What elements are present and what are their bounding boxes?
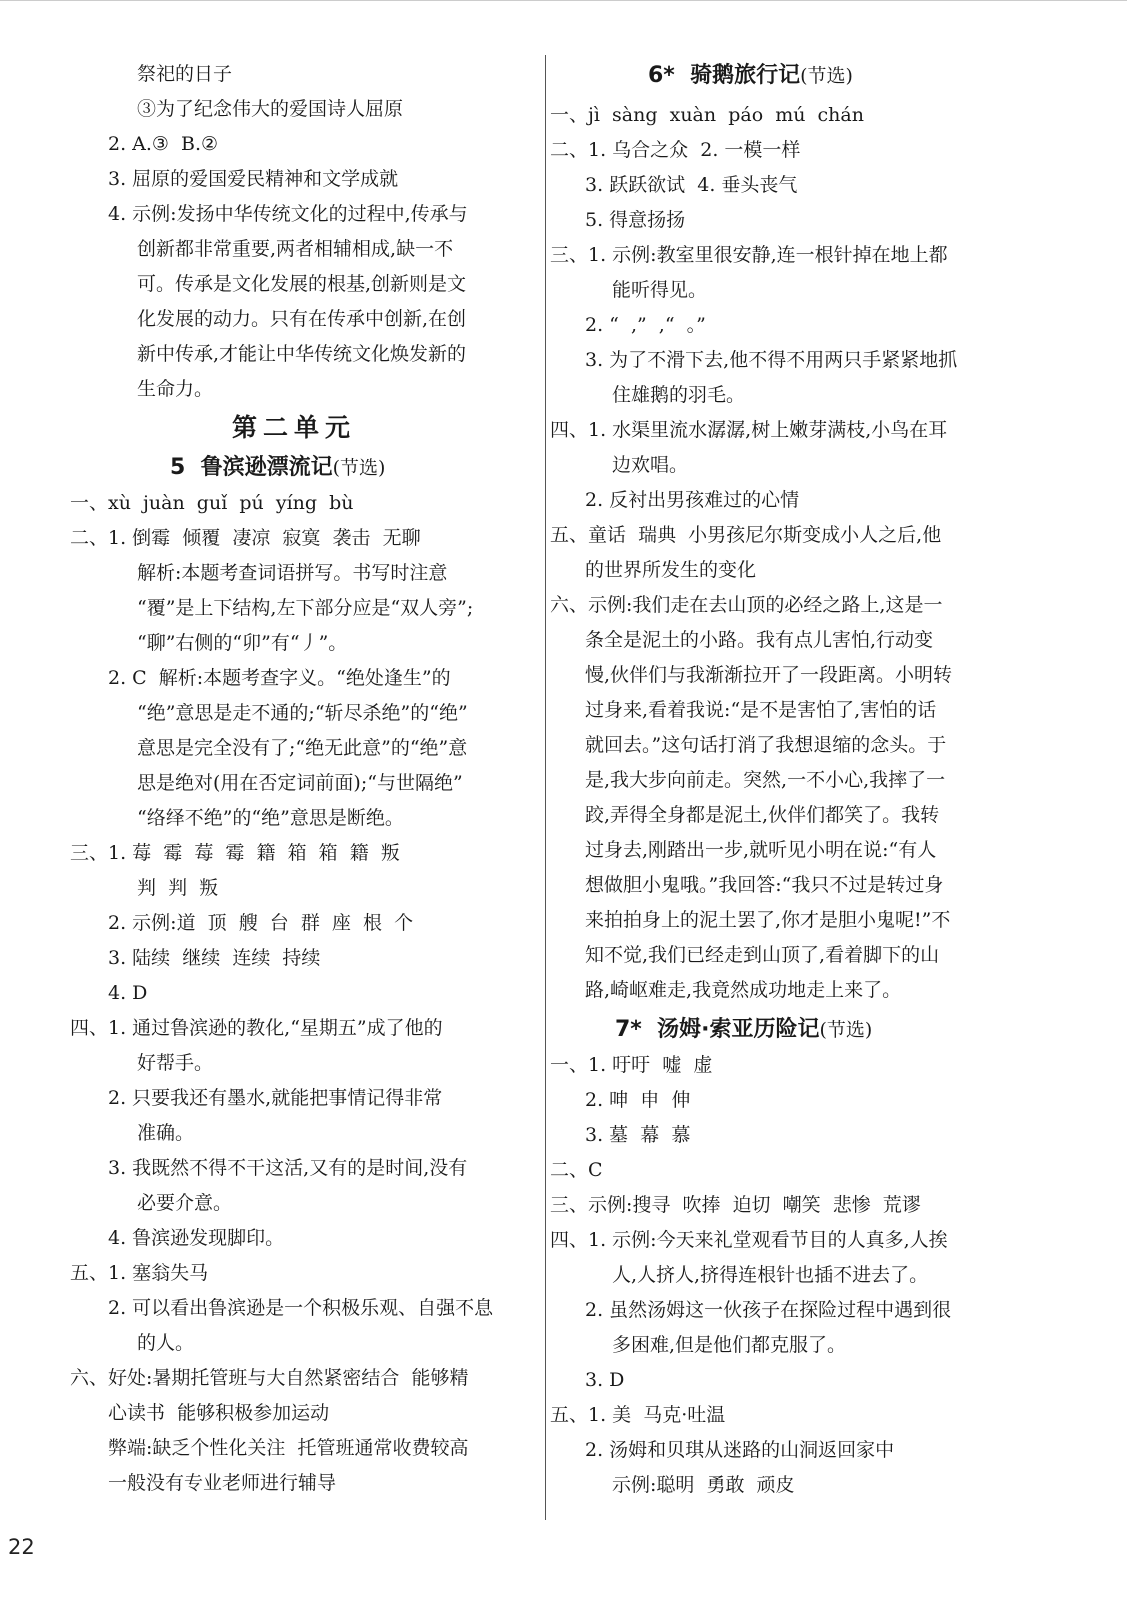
answer-line: 4. 示例:发扬中华传统文化的过程中,传承与	[108, 203, 468, 225]
answer-line: 住雄鹅的羽毛。	[612, 384, 746, 406]
answer-line: 三、1. 莓 霉 莓 霉 籍 箱 箱 籍 叛	[70, 842, 400, 864]
answer-line: 五、1. 美 马克·吐温	[550, 1404, 726, 1426]
answer-line: 边欢唱。	[612, 454, 689, 476]
answer-line: 多困难,但是他们都克服了。	[612, 1334, 847, 1356]
unit-heading: 第二单元	[232, 413, 357, 442]
answer-line: 的人。	[137, 1332, 195, 1354]
answer-line: 二、1. 倒霉 倾覆 凄凉 寂寞 袭击 无聊	[70, 527, 421, 549]
answer-line: 二、1. 乌合之众 2. 一模一样	[550, 139, 801, 161]
answer-line: 新中传承,才能让中华传统文化焕发新的	[137, 343, 467, 365]
answer-line: 2. 虽然汤姆这一伙孩子在探险过程中遇到很	[585, 1299, 952, 1321]
answer-line: 四、1. 水渠里流水潺潺,树上嫩芽满枝,小鸟在耳	[550, 419, 948, 441]
answer-line: 生命力。	[137, 378, 214, 400]
answer-line: 准确。	[137, 1122, 195, 1144]
answer-line: 的世界所发生的变化	[585, 559, 757, 581]
answer-line: 2. “ ,” ,“ 。”	[585, 314, 706, 336]
answer-line: 四、1. 通过鲁滨逊的教化,“星期五”成了他的	[70, 1017, 443, 1039]
answer-line: 跤,弄得全身都是泥土,伙伴们都笑了。我转	[585, 804, 940, 826]
column-divider	[545, 55, 546, 1520]
answer-line: 一、xù juàn guǐ pú yíng bù	[70, 492, 354, 514]
answer-line: 过身去,刚踏出一步,就听见小明在说:“有人	[585, 839, 937, 861]
answer-line: ③为了纪念伟大的爱国诗人屈原	[137, 98, 404, 120]
answer-line: 3. 陆续 继续 连续 持续	[108, 947, 321, 969]
answer-line: 5. 得意扬扬	[585, 209, 686, 231]
answer-line: 是,我大步向前走。突然,一不小心,我摔了一	[585, 769, 946, 791]
answer-line: 就回去。”这句话打消了我想退缩的念头。于	[585, 734, 947, 756]
answer-line: 3. 为了不滑下去,他不得不用两只手紧紧地抓	[585, 349, 958, 371]
answer-line: 一般没有专业老师进行辅导	[108, 1472, 337, 1494]
page-number: 22	[8, 1535, 35, 1559]
answer-line: “绝”意思是走不通的;“斩尽杀绝”的“绝”	[137, 702, 468, 724]
answer-line: 慢,伙伴们与我渐渐拉开了一段距离。小明转	[585, 664, 953, 686]
answer-line: 一、1. 吁吁 嘘 虚	[550, 1054, 713, 1076]
answer-line: 条全是泥土的小路。我有点儿害怕,行动变	[585, 629, 934, 651]
answer-line: 2. A.③ B.②	[108, 133, 219, 155]
lesson-title	[615, 1012, 872, 1048]
answer-line: 示例:聪明 勇敢 顽皮	[612, 1474, 795, 1496]
answer-line: 思是绝对(用在否定词前面);“与世隔绝”	[137, 772, 463, 794]
answer-line: 判 判 叛	[137, 877, 219, 899]
answer-line: 2. C 解析:本题考查字义。“绝处逢生”的	[108, 667, 451, 689]
answer-line: 来拍拍身上的泥土罢了,你才是胆小鬼呢!”不	[585, 909, 951, 931]
answer-line: 解析:本题考查词语拼写。书写时注意	[137, 562, 448, 584]
answer-line: 四、1. 示例:今天来礼堂观看节目的人真多,人挨	[550, 1229, 948, 1251]
lesson-title-text: 6* 骑鹅旅行记	[648, 63, 801, 88]
answer-line: 必要介意。	[137, 1192, 233, 1214]
answer-line: 能听得见。	[612, 279, 708, 301]
answer-line: “聊”右侧的“卯”有“丿”。	[137, 632, 348, 654]
answer-line: 六、示例:我们走在去山顶的必经之路上,这是一	[550, 594, 943, 616]
answer-line: 2. 可以看出鲁滨逊是一个积极乐观、自强不息	[108, 1297, 494, 1319]
answer-line: 五、1. 塞翁失马	[70, 1262, 209, 1284]
answer-line: 三、示例:搜寻 吹捧 迫切 嘲笑 悲惨 荒谬	[550, 1194, 921, 1216]
answer-line: 3. 屈原的爱国爱民精神和文学成就	[108, 168, 399, 190]
answer-line: 人,人挤人,挤得连根针也插不进去了。	[612, 1264, 929, 1286]
answer-line: “络绎不绝”的“绝”意思是断绝。	[137, 807, 404, 829]
answer-line: 六、好处:暑期托管班与大自然紧密结合 能够精	[70, 1367, 469, 1389]
answer-line: 路,崎岖难走,我竟然成功地走上来了。	[585, 979, 902, 1001]
page-top-edge	[0, 0, 1127, 1]
lesson-title-text: 7* 汤姆·索亚历险记	[615, 1017, 820, 1042]
answer-line: 2. 只要我还有墨水,就能把事情记得非常	[108, 1087, 443, 1109]
answer-line: 一、jì sàng xuàn páo mú chán	[550, 104, 864, 126]
answer-line: 3. D	[585, 1369, 625, 1391]
answer-line: 化发展的动力。只有在传承中创新,在创	[137, 308, 467, 330]
answer-line: “覆”是上下结构,左下部分应是“双人旁”;	[137, 597, 474, 619]
answer-line: 3. 跃跃欲试 4. 垂头丧气	[585, 174, 798, 196]
answer-line: 3. 墓 幕 慕	[585, 1124, 691, 1146]
lesson-title	[170, 450, 385, 486]
answer-line: 好帮手。	[137, 1052, 214, 1074]
answer-line: 意思是完全没有了;“绝无此意”的“绝”意	[137, 737, 468, 759]
answer-line: 弊端:缺乏个性化关注 托管班通常收费较高	[108, 1437, 469, 1459]
answer-line: 2. 示例:道 顶 艘 台 群 座 根 个	[108, 912, 414, 934]
answer-line: 过身来,看着我说:“是不是害怕了,害怕的话	[585, 699, 937, 721]
answer-line: 五、童话 瑞典 小男孩尼尔斯变成小人之后,他	[550, 524, 942, 546]
answer-line: 3. 我既然不得不干这活,又有的是时间,没有	[108, 1157, 468, 1179]
answer-line: 4. D	[108, 982, 148, 1004]
answer-line: 2. 反衬出男孩难过的心情	[585, 489, 800, 511]
answer-line: 三、1. 示例:教室里很安静,连一根针掉在地上都	[550, 244, 948, 266]
answer-line: 2. 呻 申 伸	[585, 1089, 691, 1111]
answer-line: 心读书 能够积极参加运动	[108, 1402, 330, 1424]
answer-line: 知不觉,我们已经走到山顶了,看着脚下的山	[585, 944, 940, 966]
excerpt-note: (节选)	[800, 65, 853, 87]
answer-line: 4. 鲁滨逊发现脚印。	[108, 1227, 285, 1249]
answer-line: 祭祀的日子	[137, 63, 233, 85]
lesson-title-text: 5 鲁滨逊漂流记	[170, 455, 333, 480]
answer-line: 可。传承是文化发展的根基,创新则是文	[137, 273, 467, 295]
answer-line: 2. 汤姆和贝琪从迷路的山洞返回家中	[585, 1439, 895, 1461]
answer-line: 创新都非常重要,两者相辅相成,缺一不	[137, 238, 454, 260]
answer-line: 想做胆小鬼哦。”我回答:“我只不过是转过身	[585, 874, 944, 896]
lesson-title	[648, 58, 853, 94]
excerpt-note: (节选)	[332, 457, 386, 479]
excerpt-note: (节选)	[819, 1019, 873, 1041]
answer-line: 二、C	[550, 1159, 603, 1181]
